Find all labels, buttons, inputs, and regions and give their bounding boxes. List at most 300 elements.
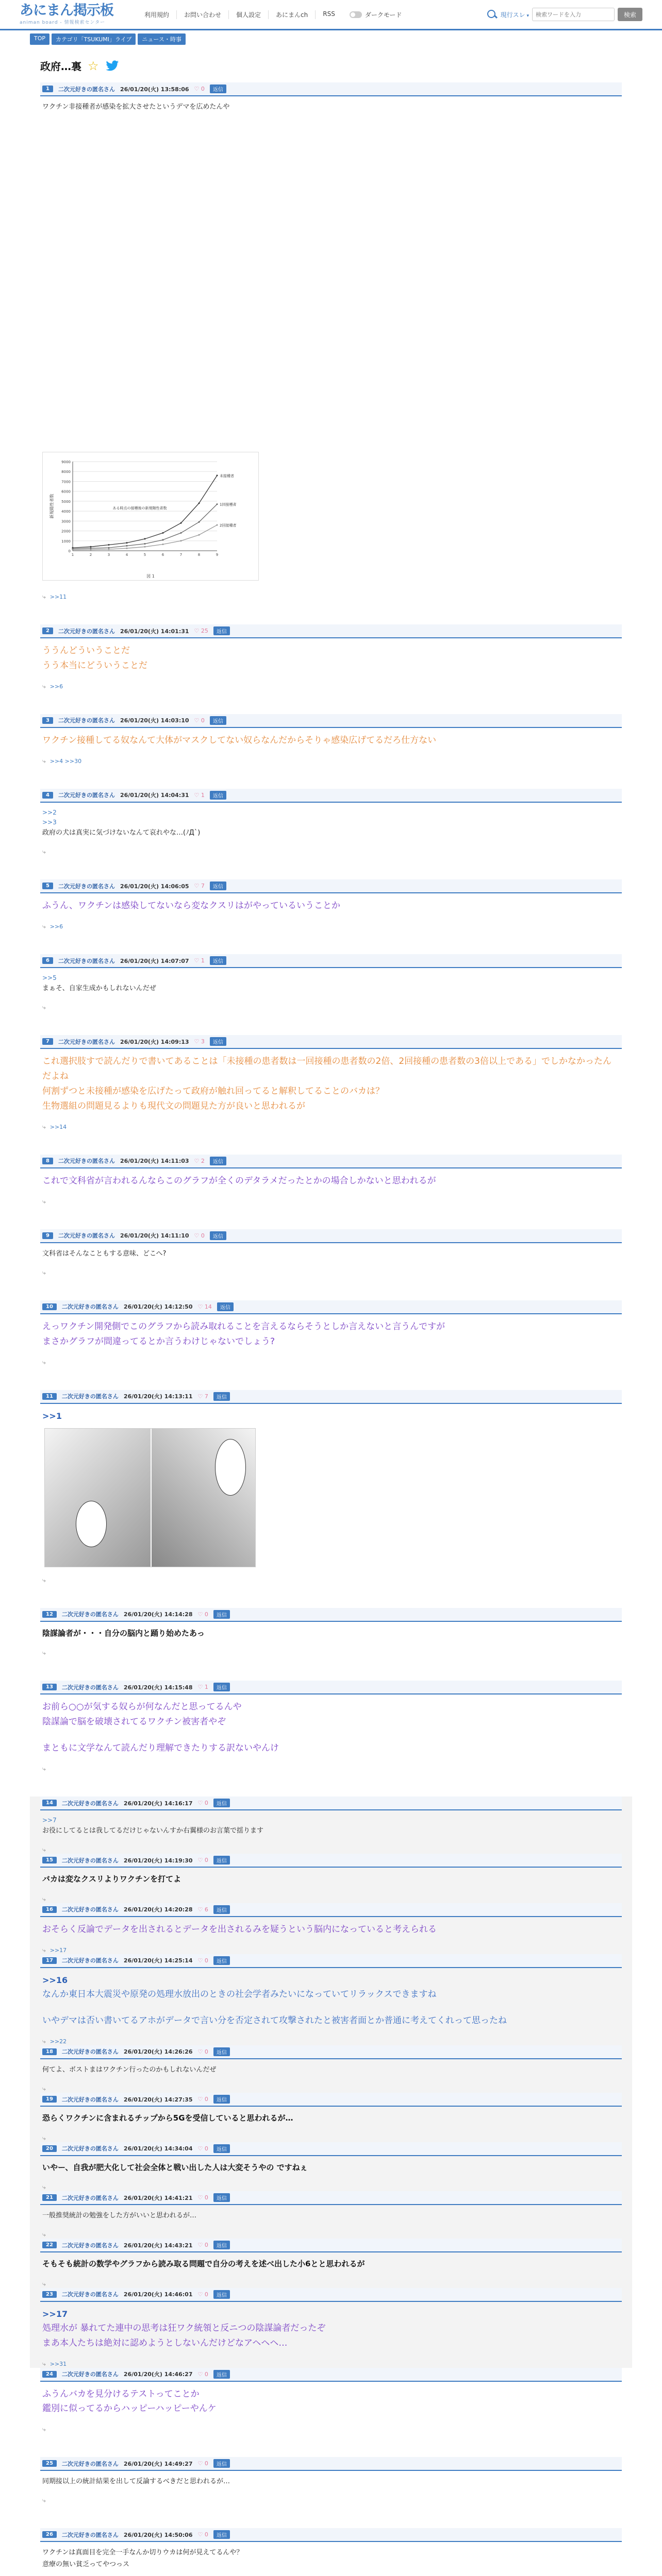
reply-button[interactable]: 返信 [213,2459,230,2468]
post-body [40,1694,622,1758]
like-count[interactable]: ♡ 6 [198,1906,208,1913]
post-header [40,954,622,968]
like-count[interactable]: ♡ 0 [198,1611,208,1618]
post-date: 26/01/20(火) 14:50:06 [123,2531,193,2538]
reply-anchor-link[interactable]: >>7 [42,1817,57,1824]
post-date: 26/01/20(火) 14:43:21 [123,2242,193,2249]
post-number[interactable]: 24 [42,2371,57,2378]
post-author: 二次元好きの匿名さん [58,883,115,890]
y-tick-label: 5000 [61,499,71,504]
reply-links[interactable]: >>6 [49,683,63,690]
reply-button[interactable]: 返信 [213,1799,230,1807]
post-footer [40,2078,622,2093]
post [40,789,622,863]
chart-image[interactable] [42,452,259,581]
thread-title-row [40,58,622,73]
post-header [40,2045,622,2059]
twitter-share-icon[interactable] [105,60,120,72]
post-header [40,714,622,728]
like-count[interactable]: ♡ 2 [194,1158,205,1164]
post-header [40,2239,622,2252]
favorite-star-icon[interactable]: ☆ [88,58,99,73]
y-tick-label: 4000 [61,510,71,514]
reply-button[interactable]: 返信 [213,2047,230,2056]
reply-button[interactable]: 返信 [213,1392,230,1401]
data-point [217,503,218,505]
post-text: 陰謀論者が・・・自分の脳内と踊り始めたあっ [42,1628,205,1638]
post-body [40,1810,622,1839]
like-count[interactable]: ♡ 0 [194,1232,205,1239]
post [30,2191,632,2239]
post-number[interactable]: 25 [42,2460,57,2467]
post-number[interactable]: 4 [42,792,53,799]
reply-button[interactable]: 返信 [213,2370,230,2379]
post-author: 二次元好きの匿名さん [61,2145,119,2153]
post-author: 二次元好きの匿名さん [61,1906,119,1913]
search-button[interactable]: 検索 [618,8,642,21]
post-author: 二次元好きの匿名さん [58,1232,115,1240]
like-count[interactable]: ♡ 0 [198,2242,208,2248]
post-author: 二次元好きの匿名さん [61,1611,119,1618]
post [40,82,622,608]
reply-list-icon: ⤷ [42,1197,46,1205]
reply-links[interactable]: >>11 [49,594,67,601]
reply-list-icon: ⤷ [42,2280,46,2287]
post-header [40,624,622,638]
post-date: 26/01/20(火) 14:15:48 [123,1684,193,1691]
reply-links[interactable]: >>17 [49,1946,67,1954]
post-text: お前ら○○が気する奴らが何なんだと思ってるんや [42,1702,242,1713]
search-icon [486,9,498,20]
post-body [40,803,622,841]
reply-anchor-link[interactable]: >>2 [42,808,57,816]
post-author: 二次元好きの匿名さん [58,1038,115,1045]
like-count[interactable]: ♡ 0 [194,717,205,724]
data-point [144,543,146,545]
post-number[interactable]: 18 [42,2048,57,2055]
post-number[interactable]: 11 [42,1393,57,1400]
reply-button[interactable]: 返信 [210,716,226,725]
post-date: 26/01/20(火) 14:06:05 [120,883,189,890]
post-number[interactable]: 15 [42,1857,57,1863]
like-count[interactable]: ♡ 1 [198,1684,208,1690]
reply-anchor-link[interactable]: >>5 [42,974,57,982]
post-body [40,2205,622,2224]
post-number[interactable]: 8 [42,1158,53,1164]
search-input[interactable] [532,8,615,21]
like-count[interactable]: ♡ 0 [198,1957,208,1964]
post-body [40,893,622,916]
post-date: 26/01/20(火) 14:46:01 [123,2291,193,2298]
reply-list-icon: ⤷ [42,757,46,765]
post-number[interactable]: 9 [42,1232,53,1239]
reply-button[interactable]: 返信 [210,882,226,890]
post-text: まあ本人たちは絶対に認めようとしないんだけどなアヘヘヘ… [42,2337,288,2348]
breadcrumb-top[interactable]: TOP [30,33,49,45]
like-count[interactable]: ♡ 1 [194,792,205,799]
x-tick-label: 1 [71,553,74,557]
toggle-switch[interactable] [350,11,362,18]
post-header [40,1390,622,1404]
reply-button[interactable]: 返信 [213,2290,230,2299]
post-footer [40,1262,622,1277]
post-header [40,1854,622,1868]
reply-button[interactable]: 返信 [213,1956,230,1965]
like-count[interactable]: ♡ 7 [198,1393,208,1400]
data-point [217,524,218,526]
reply-button[interactable]: 返信 [217,1302,234,1311]
post-text: これ選択肢すで読んだりで書いてあることは「未接種の患者数は一回接種の患者数の2倍、2回接種の患者数の3倍以上である」でしかなかったんだよね [42,1056,611,1082]
reply-list-icon: ⤷ [42,2360,46,2367]
site-logo[interactable] [20,4,128,25]
y-tick-label: 9000 [61,460,71,465]
breadcrumb-board[interactable]: ニュース・時事 [138,33,185,45]
post-number[interactable]: 1 [42,86,53,92]
like-count[interactable]: ♡ 0 [198,2145,208,2152]
x-tick-label: 6 [161,553,164,557]
data-point [126,548,128,549]
like-count[interactable]: ♡ 0 [198,1857,208,1863]
reply-links[interactable]: >>22 [49,2038,67,2045]
post-date: 26/01/20(火) 13:58:06 [120,86,189,93]
reply-button[interactable]: 返信 [213,1856,230,1865]
post-header [40,82,622,96]
logo-text[interactable]: あにまん掲示板 [20,3,113,19]
nav-contact[interactable]: お問い合わせ [177,10,229,19]
like-count[interactable]: ♡ 1 [194,957,205,964]
x-tick-label: 8 [197,553,201,557]
reply-button[interactable]: 返信 [213,2095,230,2104]
post-header [40,1903,622,1917]
post-text: バカは変なクスリよりワクチンを打てよ [42,1874,181,1884]
breadcrumb-category[interactable]: カテゴリ「TSUKUMI」ライブ [52,33,136,45]
manga-panel-left [45,1429,151,1567]
reply-links[interactable]: >>31 [49,2360,67,2367]
like-count[interactable]: ♡ 0 [198,2291,208,2298]
series-label: 未接種者 [220,474,234,479]
post-text: 同期接以上の統計結果を出して反論するべきだと思われるが… [42,2478,230,2486]
y-tick-label: 1000 [61,539,71,544]
nav-settings[interactable]: 個人設定 [229,10,269,19]
post [40,1300,622,1374]
data-point [162,544,164,545]
reply-anchor-link[interactable]: >>17 [42,2309,68,2319]
post-footer [40,1191,622,1206]
site-header [0,0,662,29]
post-header [40,1797,622,1810]
data-point [180,532,182,534]
post-text: ふうん、ワクチンは感染してないなら変なクスリはがやっているいうことか [42,901,340,911]
post-text: ワクチン非接種者が感染を拡大させたというデマを広めたんや [42,103,230,111]
reply-anchor-link[interactable]: >>16 [42,1975,68,1985]
post-footer [40,2418,622,2433]
post-body [40,1622,622,1642]
reply-list-icon: ⤷ [42,1895,46,1903]
data-point [144,546,146,548]
post-date: 26/01/20(火) 14:41:21 [123,2194,193,2201]
reply-button[interactable]: 返信 [213,2144,230,2153]
post-author: 二次元好きの匿名さん [61,1957,119,1964]
post-date: 26/01/20(火) 14:16:17 [123,1800,193,1807]
data-point [162,532,164,534]
post-author: 二次元好きの匿名さん [61,1800,119,1807]
post-number[interactable]: 20 [42,2145,57,2152]
y-tick-label: 6000 [61,489,71,494]
reply-button[interactable]: 返信 [213,1610,230,1619]
post-body [40,1968,622,2030]
post-number[interactable]: 16 [42,1906,57,1913]
post [30,1797,632,1854]
post-body [40,1314,622,1351]
post [30,2288,632,2368]
like-count[interactable]: ♡ 0 [198,2371,208,2378]
post-header [40,2528,622,2542]
image-spacer [42,113,620,443]
reply-button[interactable]: 返信 [213,2193,230,2202]
reply-button[interactable]: 返信 [213,1905,230,1914]
post-footer [40,916,622,930]
post-header [40,1954,622,1968]
data-point [90,546,92,548]
post-body [40,2107,622,2127]
reply-list-icon: ⤷ [42,2134,46,2142]
post-footer [40,1569,622,1584]
data-point [144,538,146,540]
reply-links[interactable]: >>6 [49,923,63,930]
header-nav [137,10,342,19]
post-number[interactable]: 7 [42,1038,53,1045]
post-body [40,1917,622,1939]
reply-button[interactable]: 返信 [210,1231,226,1240]
manga-image[interactable] [44,1428,256,1567]
post-text: ワクチン接種してる奴なんて大体がマスクしてない奴らなんだからそりゃ感染広げてるだろ仕方ない [42,735,437,745]
post-header [40,879,622,893]
post-date: 26/01/20(火) 14:13:11 [123,1393,193,1400]
post-text: ううんどういうことだ [42,646,130,656]
post-author: 二次元好きの匿名さん [61,1857,119,1864]
post-date: 26/01/20(火) 14:25:14 [123,1957,193,1964]
reply-anchor-link[interactable]: >>1 [42,1411,62,1421]
post-text: 恐らくワクチンに含まれるチップから5Gを受信していると思われるが… [42,2113,293,2123]
data-point [90,549,92,550]
post-text [42,1730,620,1741]
post-body [40,968,622,996]
data-point [217,475,218,477]
post-author: 二次元好きの匿名さん [58,86,115,93]
post-body [40,2542,622,2572]
post-number[interactable]: 14 [42,1800,57,1806]
post [40,1390,622,1591]
post-body [40,1868,622,1888]
post-author: 二次元好きの匿名さん [58,628,115,635]
nav-animanch[interactable]: あにまんch [269,10,316,19]
like-count[interactable]: ♡ 7 [194,883,205,889]
post-body [40,2252,622,2273]
data-point [126,545,128,547]
post-author: 二次元好きの匿名さん [58,1158,115,1165]
reply-links[interactable]: >>14 [49,1123,67,1130]
post-footer [40,1939,622,1954]
post-author: 二次元好きの匿名さん [61,2048,119,2056]
post-number[interactable]: 6 [42,957,53,964]
post-number[interactable]: 10 [42,1303,57,1310]
post-number[interactable]: 23 [42,2291,57,2298]
series-label: 2回接種者 [220,523,237,528]
reply-button[interactable]: 返信 [213,2241,230,2249]
post-text: まぁそ、自家生成かもしれないんだぜ [42,985,156,993]
reply-button[interactable]: 返信 [210,791,226,800]
like-count[interactable]: ♡ 0 [198,1800,208,1806]
x-tick-label: 4 [125,553,128,557]
post-number[interactable]: 5 [42,883,53,889]
post [40,1035,622,1138]
chart-caption: 図 1 [146,574,155,579]
post-body [40,2059,622,2078]
post-date: 26/01/20(火) 14:03:10 [120,717,189,724]
post [30,2093,632,2142]
post-date: 26/01/20(火) 14:11:10 [120,1232,189,1240]
post [30,2239,632,2288]
post-header [40,2368,622,2382]
post-author: 二次元好きの匿名さん [61,2371,119,2378]
post-number[interactable]: 2 [42,628,53,634]
post-text: 一般推奨統計の勉強をした方がいいと思われるが… [42,2212,197,2220]
post-footer [40,750,622,765]
search-scope-select[interactable]: 現行スレ ▾ [501,10,529,19]
data-point [108,547,110,549]
post-number[interactable]: 17 [42,1957,57,1964]
y-tick-label: 3000 [61,519,71,524]
like-count[interactable]: ♡ 0 [198,2531,208,2538]
post-body [40,1049,622,1116]
post-author: 二次元好きの匿名さん [61,2531,119,2538]
reply-button[interactable]: 返信 [213,626,230,635]
post [40,1155,622,1213]
post-number[interactable]: 12 [42,1611,57,1618]
post-body [40,2471,622,2489]
dark-mode-toggle[interactable] [350,10,402,19]
like-count[interactable]: ♡ 0 [198,2048,208,2055]
data-point [198,534,200,536]
post-date: 26/01/20(火) 14:14:28 [123,1611,193,1618]
post-date: 26/01/20(火) 14:27:35 [123,2096,193,2103]
nav-terms[interactable]: 利用規約 [137,10,177,19]
chart-annotation: ある時点の接種後の新規陽性者数 [112,506,167,511]
post-header [40,1608,622,1622]
like-count[interactable]: ♡ 0 [198,2460,208,2467]
like-count[interactable]: ♡ 25 [194,628,208,634]
post [30,2142,632,2192]
post-date: 26/01/20(火) 14:09:13 [120,1038,189,1045]
y-axis-label: 新規陽性者数 [49,494,54,519]
post [40,2457,622,2512]
reply-list-icon: ⤷ [42,1576,46,1584]
post-text: ふうんバカを見分けるテストってことか [42,2388,200,2399]
post-author: 二次元好きの匿名さん [61,2460,119,2467]
reply-button[interactable]: 返信 [210,1157,226,1165]
post-number[interactable]: 21 [42,2194,57,2201]
post-date: 26/01/20(火) 14:01:31 [120,628,189,635]
post-number[interactable]: 19 [42,2096,57,2103]
like-count[interactable]: ♡ 14 [198,1303,212,1310]
post-text: 鑑別に似ってるからハッピーハッピーやんケ [42,2403,217,2414]
reply-list-icon: ⤷ [42,2497,46,2504]
data-point [198,502,200,504]
y-tick-label: 8000 [61,470,71,474]
post-footer [40,1642,622,1657]
post [40,2528,622,2576]
post-footer [40,586,622,601]
post-footer [40,1116,622,1131]
post-body [40,1243,622,1262]
dark-mode-label: ダークモード [365,11,402,19]
data-point [180,522,182,524]
post-text: これで文科省が言われるんならこのグラフが全くのデタラメだったとかの場合しかないと思われるが [42,1175,436,1186]
post-body [40,728,622,750]
post-author: 二次元好きの匿名さん [61,2096,119,2103]
post-footer [40,2030,622,2045]
series-line [73,476,217,548]
post-date: 26/01/20(火) 14:46:27 [123,2371,193,2378]
post-body [40,96,622,586]
post-date: 26/01/20(火) 14:26:26 [123,2048,193,2056]
post-body [40,1404,622,1569]
breadcrumb [0,30,662,48]
post-text: 文科省はそんなこともする意味、どこへ? [42,1249,167,1258]
post-body [40,2302,622,2353]
like-count[interactable]: ♡ 3 [194,1038,205,1045]
post-text: 何てよ、ボストまはワクチン行ったのかもしれないんだぜ [42,2065,217,2074]
reply-list-icon: ⤷ [42,1358,46,1366]
post-number[interactable]: 13 [42,1684,57,1690]
reply-button[interactable]: 返信 [213,2530,230,2539]
nav-rss[interactable]: RSS [323,10,335,18]
post-number[interactable]: 22 [42,2242,57,2248]
post-text: ワクチンは真面目を完全一手なんか切りウカは何が見えてるんや？ [42,2549,243,2557]
reply-list-icon: ⤷ [42,2037,46,2045]
data-point [180,540,182,541]
like-count[interactable]: ♡ 0 [198,2194,208,2201]
reply-list-icon: ⤷ [42,848,46,856]
reply-list-icon: ⤷ [42,1123,46,1130]
post-footer [40,2273,622,2288]
reply-button[interactable]: 返信 [210,84,226,93]
reply-list-icon: ⤷ [42,1649,46,1657]
post-footer [40,1758,622,1773]
post-text: えっワクチン開発側でこのグラフから読み取れることを言えるならそうとしか言えないと言うんですが [42,1321,445,1332]
post-text: 政府の犬は真実に気づけないなんて哀れやな…(ﾉД`) [42,829,201,837]
post [30,1903,632,1954]
reply-button[interactable]: 返信 [213,1683,230,1691]
like-count[interactable]: ♡ 0 [198,2096,208,2103]
reply-list-icon: ⤷ [42,1946,46,1954]
reply-anchor-link[interactable]: >>3 [42,818,57,826]
post-header [40,1155,622,1168]
post-number[interactable]: 26 [42,2531,57,2538]
post-header [40,1300,622,1314]
post-list [40,82,622,2576]
post-number[interactable]: 3 [42,717,53,724]
post-footer [40,675,622,690]
post-author: 二次元好きの匿名さん [61,1684,119,1691]
reply-button[interactable]: 返信 [210,1037,226,1046]
post [30,1954,632,2045]
post-header [40,1229,622,1243]
reply-button[interactable]: 返信 [210,956,226,965]
reply-links[interactable]: >>4 >>30 [49,757,82,765]
like-count[interactable]: ♡ 0 [194,86,205,92]
post-footer [40,2353,622,2368]
